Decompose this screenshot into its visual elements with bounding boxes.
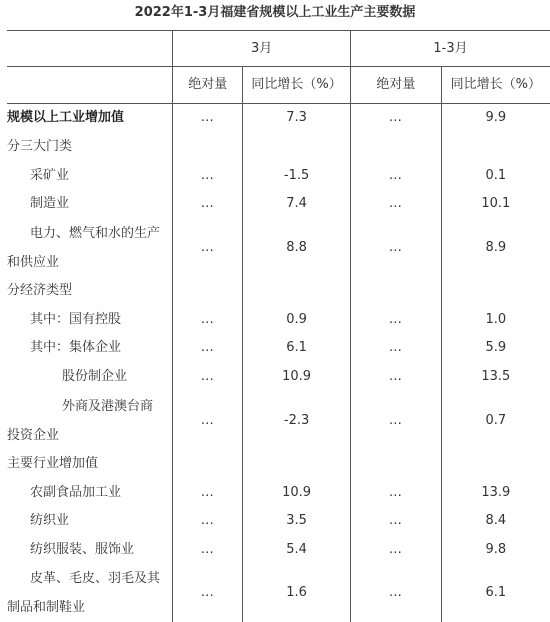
q1-growth-value: 10.1: [441, 190, 550, 219]
q1-growth-value: 13.9: [441, 478, 550, 507]
table-row: [7, 277, 550, 306]
march-growth-value: [243, 133, 351, 162]
row-label-line1: 外商及港澳台商: [62, 398, 154, 414]
row-label: 分三大门类: [7, 139, 73, 155]
march-growth-value: 5.4: [243, 536, 351, 565]
march-abs-value: …: [173, 305, 243, 334]
q1-abs-value: …: [350, 478, 441, 507]
row-label: [7, 564, 173, 622]
row-label-line1: 电力、燃气和水的生产: [30, 225, 161, 241]
q1-growth-value: 13.5: [441, 363, 550, 392]
row-label-line2: 和供应业: [7, 254, 60, 270]
march-abs-value: …: [173, 334, 243, 363]
q1-growth-value: [441, 133, 550, 162]
march-growth-value: [243, 450, 351, 479]
q1-growth-value: 8.4: [441, 507, 550, 536]
q1-growth-value: [441, 277, 550, 306]
row-label: 采矿业: [30, 167, 70, 183]
data-table: [7, 30, 550, 622]
march-growth-value: -2.3: [243, 392, 351, 450]
row-label-line2: 投资企业: [7, 427, 60, 443]
table-row: [7, 133, 550, 162]
march-growth-value: 8.8: [243, 219, 351, 277]
march-growth-value: 10.9: [243, 478, 351, 507]
table-row: [7, 450, 550, 479]
row-label: 分经济类型: [7, 283, 73, 299]
q1-growth-value: 1.0: [441, 305, 550, 334]
q1-abs-value: …: [350, 219, 441, 277]
row-label: 其中：国有控股: [30, 311, 122, 327]
q1-abs-value: [350, 450, 441, 479]
march-abs-value: …: [173, 219, 243, 277]
table-title: 2022年1-3月福建省规模以上工业生产主要数据: [134, 5, 416, 20]
q1-growth-value: 5.9: [441, 334, 550, 363]
row-label: 纺织业: [30, 513, 70, 529]
q1-abs-value: …: [350, 392, 441, 450]
march-abs-value: …: [173, 564, 243, 622]
table-row: [7, 219, 550, 277]
row-label: 股份制企业: [62, 369, 128, 385]
table-row: [7, 305, 550, 334]
table-row: [7, 564, 550, 622]
row-label-line1: 皮革、毛皮、羽毛及其: [30, 571, 161, 587]
table-row: [7, 392, 550, 450]
march-abs-value: …: [173, 104, 243, 133]
q1-abs-value: [350, 277, 441, 306]
q1-growth-value: 9.9: [441, 104, 550, 133]
row-label: 制造业: [30, 196, 70, 212]
q1-growth-value: 9.8: [441, 536, 550, 565]
q1-abs-value: …: [350, 363, 441, 392]
q1-growth-value: 8.9: [441, 219, 550, 277]
march-abs-value: …: [173, 190, 243, 219]
q1-abs-value: …: [350, 536, 441, 565]
header-corner: [7, 31, 173, 67]
march-growth-value: 6.1: [243, 334, 351, 363]
q1-abs-value: …: [350, 305, 441, 334]
march-growth-value: -1.5: [243, 161, 351, 190]
q1-abs-value: …: [350, 161, 441, 190]
table-row: [7, 363, 550, 392]
header-row-groups: [7, 31, 550, 67]
march-abs-value: …: [173, 536, 243, 565]
table-row: [7, 334, 550, 363]
march-abs-value: [173, 450, 243, 479]
march-abs-value: …: [173, 507, 243, 536]
row-label-line2: 制品和制鞋业: [7, 600, 86, 616]
table-row: [7, 507, 550, 536]
march-growth-value: 7.3: [243, 104, 351, 133]
march-abs-value: [173, 277, 243, 306]
march-abs-value: [173, 133, 243, 162]
table-row: [7, 104, 550, 133]
row-label: 主要行业增加值: [7, 455, 99, 471]
q1-growth-value: [441, 450, 550, 479]
march-growth-value: 7.4: [243, 190, 351, 219]
q1-abs-value: …: [350, 564, 441, 622]
march-abs-value: …: [173, 161, 243, 190]
q1-growth-value: 6.1: [441, 564, 550, 622]
q1-abs-value: …: [350, 507, 441, 536]
header-corner-2: [7, 67, 173, 104]
row-label: 纺织服装、服饰业: [30, 541, 135, 557]
table-row: [7, 190, 550, 219]
march-growth-value: 1.6: [243, 564, 351, 622]
march-growth-value: 3.5: [243, 507, 351, 536]
header-march-growth: 同比增长（%）: [243, 67, 351, 104]
row-label: 其中：集体企业: [30, 340, 122, 356]
header-march: 3月: [173, 31, 351, 67]
q1-growth-value: 0.1: [441, 161, 550, 190]
q1-growth-value: 0.7: [441, 392, 550, 450]
march-growth-value: 10.9: [243, 363, 351, 392]
table-row: [7, 536, 550, 565]
row-label: 规模以上工业增加值: [7, 110, 125, 126]
q1-abs-value: …: [350, 334, 441, 363]
header-row-columns: [7, 67, 550, 104]
header-q1-growth: 同比增长（%）: [441, 67, 550, 104]
march-abs-value: …: [173, 363, 243, 392]
header-q1-abs: 绝对量: [350, 67, 441, 104]
q1-abs-value: …: [350, 190, 441, 219]
march-growth-value: 0.9: [243, 305, 351, 334]
march-abs-value: …: [173, 392, 243, 450]
march-abs-value: …: [173, 478, 243, 507]
header-march-abs: 绝对量: [173, 67, 243, 104]
table-row: [7, 161, 550, 190]
table-row: [7, 478, 550, 507]
header-q1: 1-3月: [350, 31, 550, 67]
q1-abs-value: …: [350, 104, 441, 133]
march-growth-value: [243, 277, 351, 306]
row-label: 农副食品加工业: [30, 484, 122, 500]
row-label: [7, 219, 173, 277]
q1-abs-value: [350, 133, 441, 162]
row-label: [7, 392, 173, 450]
